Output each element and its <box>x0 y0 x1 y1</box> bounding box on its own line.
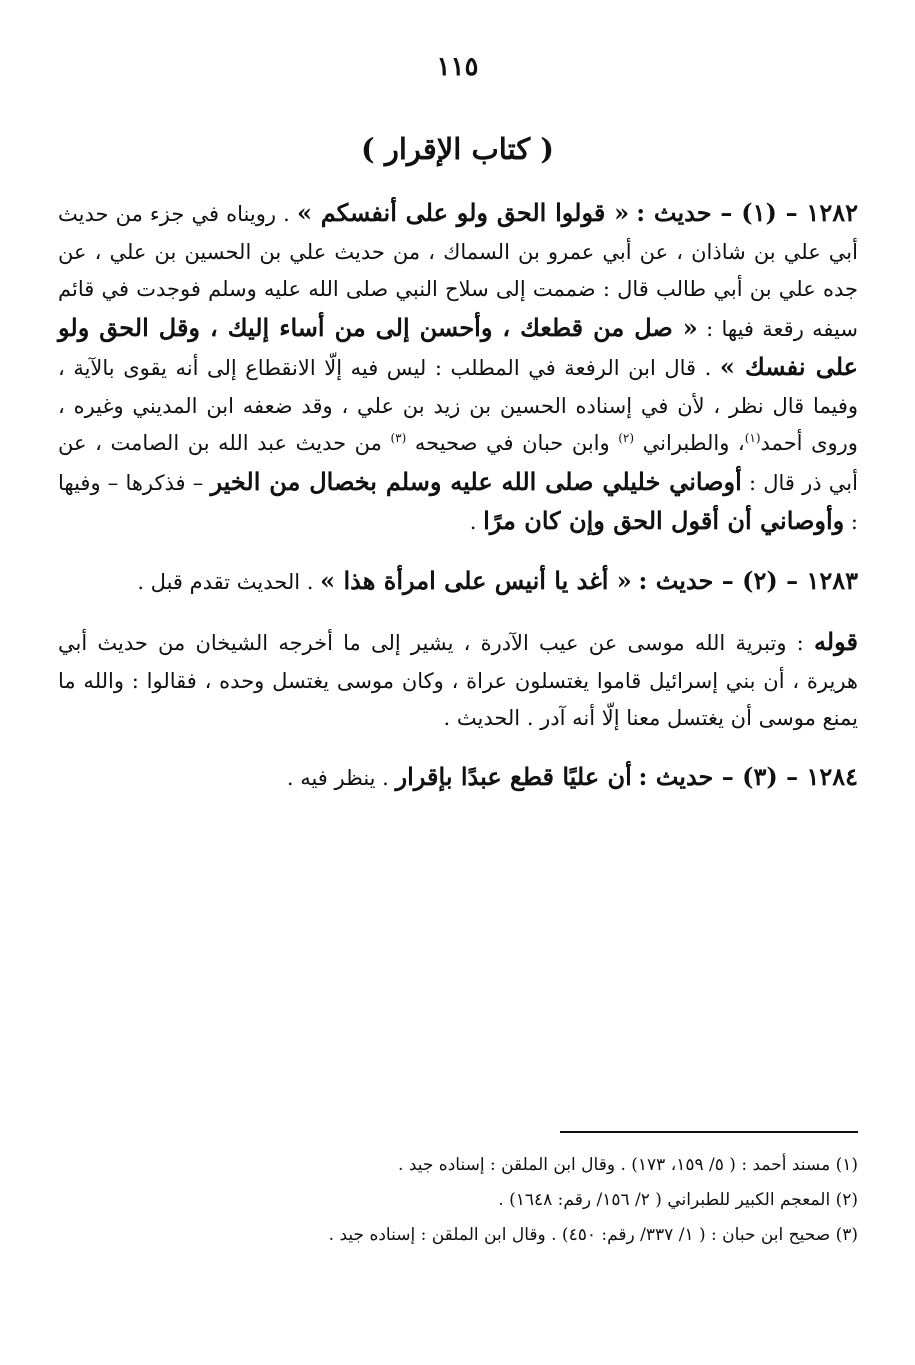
chapter-title: ( كتاب الإقرار ) <box>361 132 554 166</box>
footnote-2: (٢) المعجم الكبير للطبراني ( ٢/ ١٥٦/ رقم: ١٦٤٨) . <box>498 1190 858 1210</box>
hadith-text-1282-d: وابن حبان في صحيحه <box>414 431 610 455</box>
hadith-number-1283: ١٢٨٣ – (٢) – حديث : <box>638 565 858 595</box>
hadith-quote-1282-c: أوصاني خليلي صلى الله عليه وسلم بخصال من الخير <box>210 466 742 496</box>
footnote-3: (٣) صحيح ابن حبان : ( ١/ ٣٣٧/ رقم: ٤٥٠) . وقال ابن الملقن : إسناده جيد . <box>328 1225 858 1245</box>
hadith-text-1282-g: . <box>469 510 477 534</box>
hadith-text-1283: . الحديث تقدم قبل . <box>137 569 314 594</box>
hadith-1282 <box>58 194 858 542</box>
hadith-text-1282-e: من حديث عبد الله بن الصامت ، عن أبي ذر قال : <box>58 431 858 495</box>
footnote-ref-1[interactable]: (١) <box>744 431 761 445</box>
footnote-ref-3[interactable]: (٣) <box>390 431 407 445</box>
commentary-label: قوله <box>813 627 858 656</box>
hadith-number-1282: ١٢٨٢ – (١) – حديث : <box>636 198 858 227</box>
hadith-quote-1282-b: « صل من قطعك ، وأحسن إلى من أساء إليك ، وقل الحق ولو على نفسك » <box>58 312 858 381</box>
hadith-text-1282-f: – فذكرها – وفيها : <box>58 470 858 534</box>
hadith-1284 <box>58 758 858 798</box>
commentary-text: : وتبرية الله موسى عن عيب الآدرة ، يشير إلى ما أخرجه الشيخان من حديث أبي هريرة ، أن بني إسرائيل قاموا يغتسلون عراة ، وكان موسى يغتسل وحده ، فقالوا : والله ما يمنع موسى أن يغتسل معنا إلّا أنه آدر . الحديث . <box>58 631 858 730</box>
hadith-quote-1282-d: وأوصاني أن أقول الحق وإن كان مرًا <box>483 506 845 535</box>
hadith-quote-1282: « قولوا الحق ولو على أنفسكم » <box>296 198 630 227</box>
hadith-text-1282-a: . رويناه في جزء من حديث أبي علي بن شاذان ، عن أبي عمرو بن السماك ، من حديث علي بن الحسين بن علي ، عن جده علي بن أبي طالب قال : ضممت إلى سلاح النبي صلى الله عليه وسلم فوجدت في قائم سيفه رقعة فيها : <box>58 202 858 341</box>
main-text <box>58 194 858 817</box>
footnote-1: (١) مسند أحمد : ( ٥/ ١٥٩، ١٧٣) . وقال ابن الملقن : إسناده جيد . <box>398 1155 858 1175</box>
hadith-quote-1283: « أغد يا أنيس على امرأة هذا » <box>320 565 632 595</box>
hadith-1283 <box>58 562 858 602</box>
footnotes <box>58 1148 858 1253</box>
hadith-text-1282-b: . قال ابن الرفعة في المطلب : ليس فيه إلّا الانقطاع إلى أنه يقوى بالآية ، وفيما قال نظر ، لأن في إسناده الحسين بن زيد بن علي ، وقد ضعفه ابن المديني وغيره ، وروى أحمد <box>58 356 858 455</box>
hadith-text-1282-c: ، والطبراني <box>642 431 745 455</box>
page-number: ١١٥ <box>436 52 479 82</box>
commentary-qawluhu <box>58 623 858 738</box>
footnote-ref-2[interactable]: (٢) <box>618 431 635 445</box>
hadith-number-1284: ١٢٨٤ – (٣) – حديث : <box>638 761 858 791</box>
hadith-quote-1284: أن عليًا قطع عبدًا بإقرار <box>395 761 632 791</box>
hadith-text-1284: . ينظر فيه . <box>286 765 389 790</box>
footnote-separator <box>560 1131 858 1133</box>
